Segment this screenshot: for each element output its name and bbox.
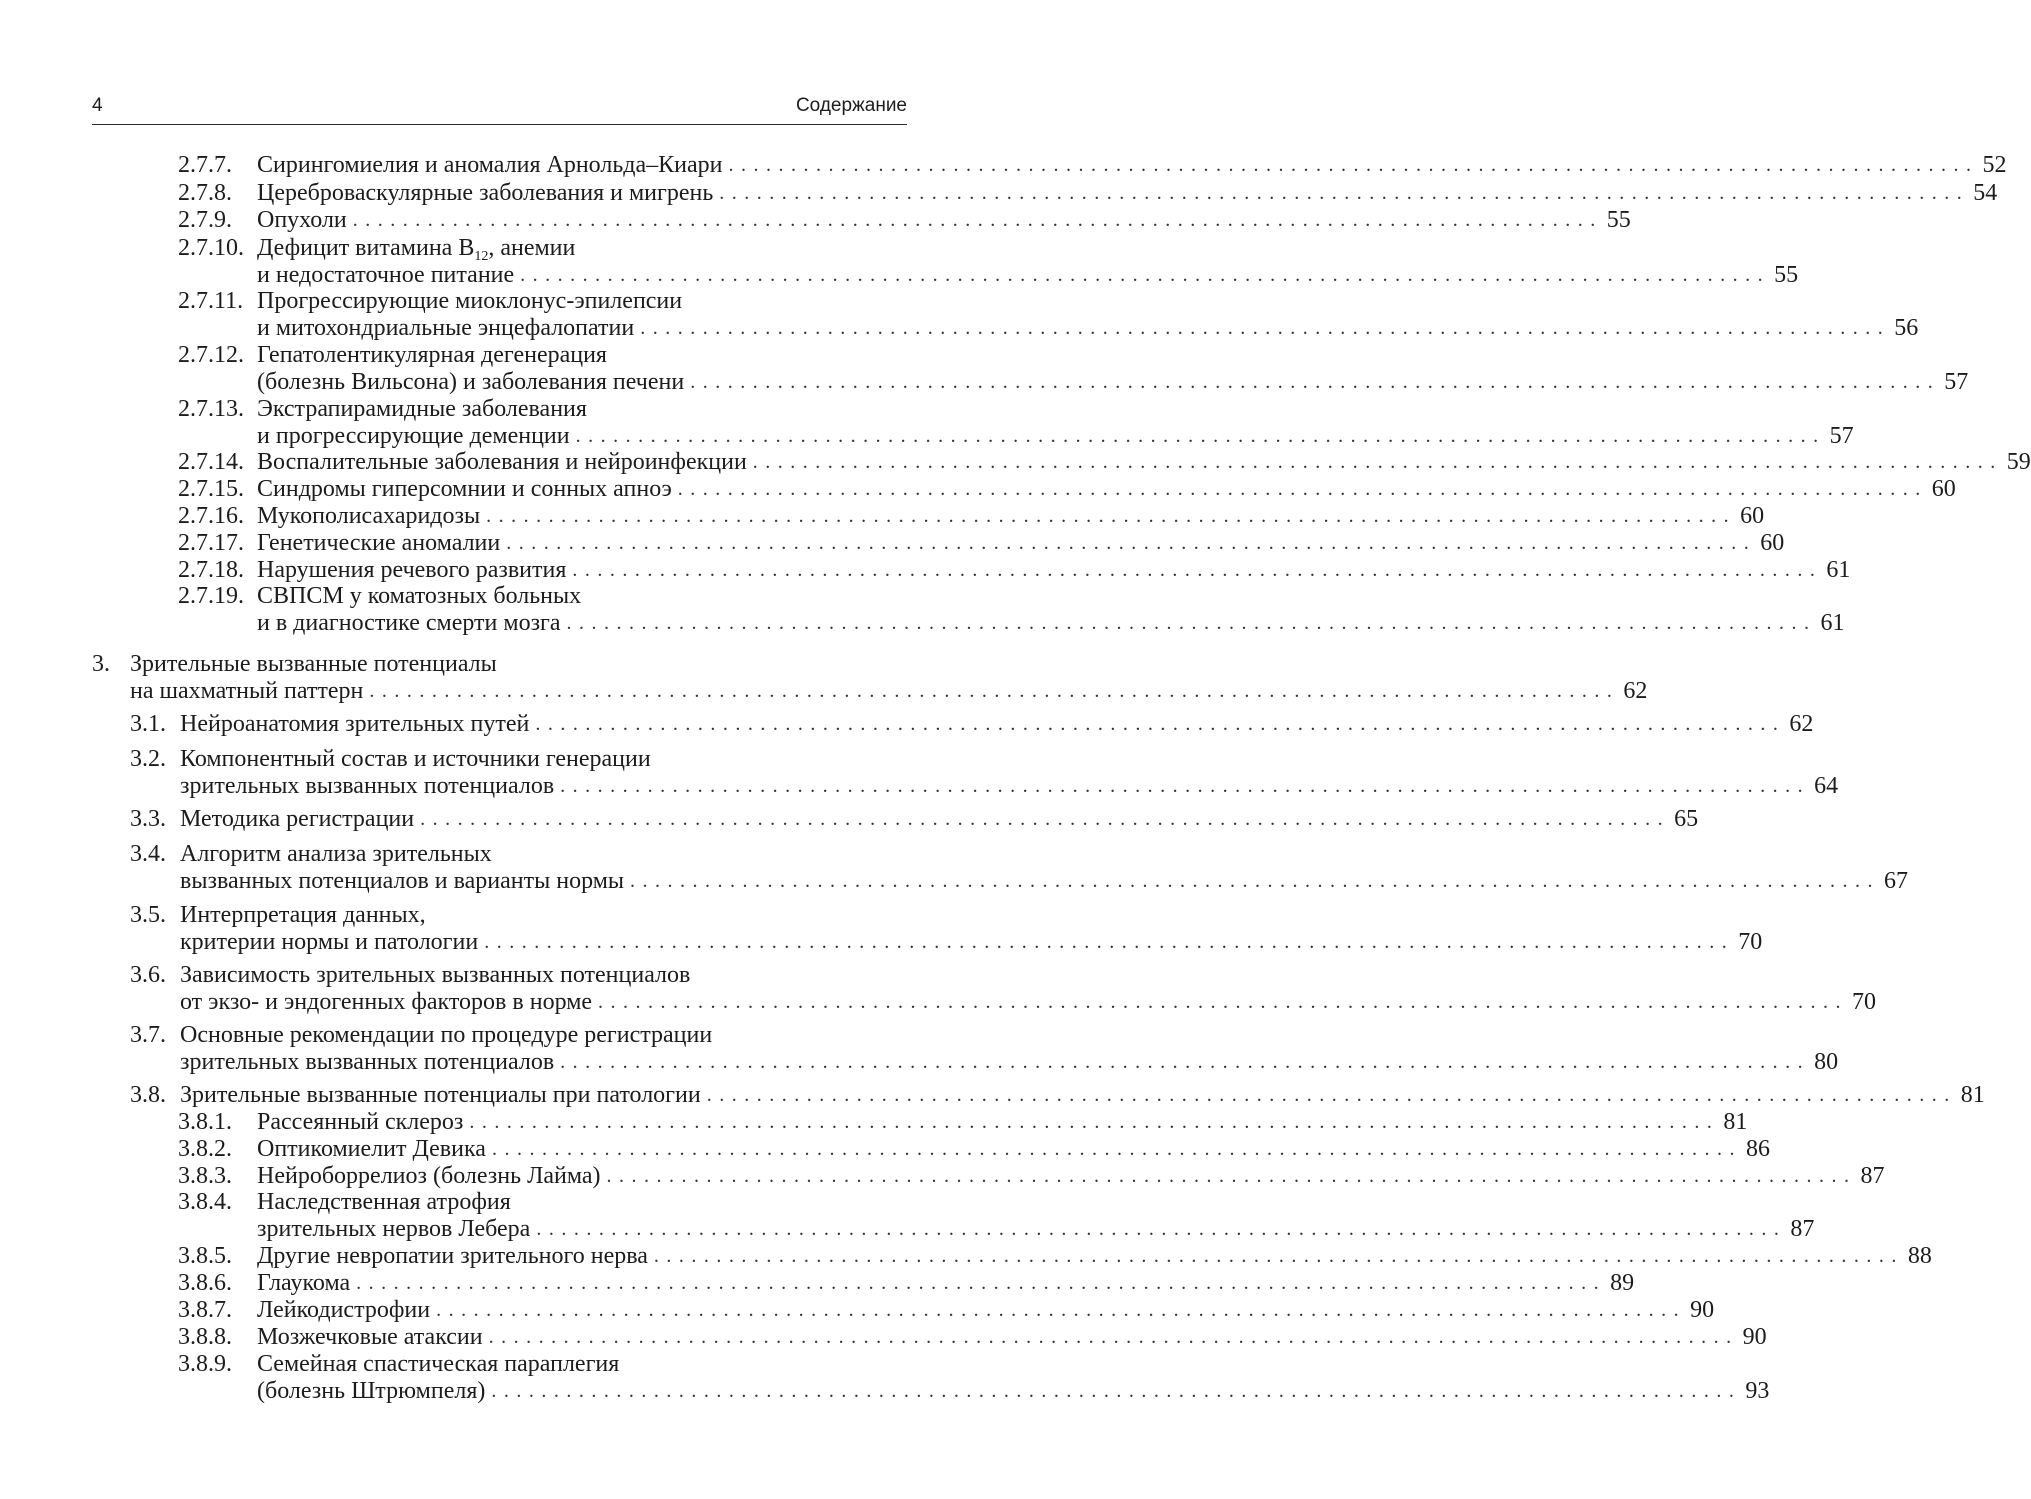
toc-entry[interactable] [178, 1243, 1932, 1270]
toc-entry-page[interactable]: 52 [1982, 152, 2007, 178]
toc-entry-last-line [257, 530, 1785, 557]
dot-leader: .................................................................................................... [484, 931, 1735, 953]
toc-entry-page[interactable]: 60 [1760, 530, 1785, 556]
toc-entry-page[interactable]: 55 [1606, 207, 1631, 233]
toc-entry[interactable] [178, 583, 1845, 637]
dot-leader: .................................................................................................... [436, 1299, 1687, 1321]
dot-leader: .................................................................................................... [653, 1245, 1904, 1267]
toc-entry-last-line [180, 929, 1763, 956]
toc-entry-title-line: Цереброваскулярные заболевания и мигрень [257, 180, 714, 206]
toc-entry-number: 2.7.18. [178, 557, 244, 583]
toc-entry-last-line [257, 610, 1845, 637]
dot-leader: .................................................................................................... [706, 1084, 1957, 1106]
toc-entry[interactable] [178, 152, 2007, 179]
toc-entry-last-line [257, 423, 1854, 450]
toc-entry-number: 3.1. [130, 711, 166, 737]
toc-entry[interactable] [130, 711, 1814, 738]
toc-entry[interactable] [178, 530, 1785, 557]
dot-leader: .................................................................................................... [356, 1272, 1607, 1294]
toc-entry-last-line [180, 1082, 1985, 1109]
toc-entry[interactable] [92, 651, 1648, 705]
dot-leader: .................................................................................................... [469, 1111, 1720, 1133]
toc-entry-number: 3.8.3. [178, 1163, 232, 1189]
dot-leader: .................................................................................................... [488, 1326, 1739, 1348]
toc-entry-page[interactable]: 60 [1740, 503, 1765, 529]
toc-entry-last-line [257, 476, 1956, 503]
toc-entry-page[interactable]: 89 [1610, 1270, 1635, 1296]
toc-entry-last-line [257, 503, 1765, 530]
toc-entry-title-line: Нарушения речевого развития [257, 557, 567, 583]
toc-entry[interactable] [178, 207, 1631, 234]
toc-entry-last-line [257, 449, 2031, 476]
toc-entry-number: 2.7.8. [178, 180, 232, 206]
toc-entry[interactable] [178, 180, 1998, 207]
toc-entry[interactable] [130, 962, 1877, 1016]
toc-entry-title-line: Зрительные вызванные потенциалы [130, 651, 497, 677]
toc-entry-number: 3.3. [130, 806, 166, 832]
toc-entry-title-line: Наследственная атрофия [257, 1189, 511, 1215]
toc-entry-page[interactable]: 57 [1829, 423, 1854, 449]
toc-entry-number: 2.7.16. [178, 503, 244, 529]
dot-leader: .................................................................................................... [677, 478, 1928, 500]
toc-entry-title-text: , анемии [488, 235, 576, 261]
toc-entry-page[interactable]: 87 [1860, 1163, 1885, 1189]
toc-entry-page[interactable]: 90 [1742, 1324, 1767, 1350]
toc-entry-title-line: Глаукома [257, 1270, 351, 1296]
toc-entry-number: 2.7.19. [178, 583, 244, 609]
toc-entry-last-line [257, 1163, 1885, 1190]
dot-leader: .................................................................................................... [536, 1218, 1787, 1240]
toc-entry-page[interactable]: 55 [1774, 262, 1799, 288]
toc-entry[interactable] [130, 902, 1763, 956]
toc-entry-page[interactable]: 90 [1690, 1297, 1715, 1323]
toc-entry[interactable] [178, 476, 1956, 503]
toc-entry-number: 2.7.12. [178, 342, 244, 368]
toc-entry-page[interactable]: 61 [1820, 610, 1845, 636]
toc-entry-title-line: и прогрессирующие деменции [257, 423, 570, 449]
toc-entry-last-line [257, 1270, 1635, 1297]
toc-entry-number: 3.8.4. [178, 1189, 232, 1215]
toc-entry-last-line [257, 1378, 1770, 1405]
toc-entry-number: 2.7.13. [178, 396, 244, 422]
toc-entry-last-line [257, 557, 1851, 584]
dot-leader: .................................................................................................... [352, 209, 1603, 231]
toc-entry-number: 3.7. [130, 1022, 166, 1048]
toc-entry-title-line: на шахматный паттерн [130, 678, 364, 704]
toc-entry-title-line: и в диагностике смерти мозга [257, 610, 561, 636]
toc-entry-number: 2.7.14. [178, 449, 244, 475]
toc-entry-number: 3.6. [130, 962, 166, 988]
dot-leader: .................................................................................................... [491, 1380, 1742, 1402]
toc-entry-page[interactable]: 65 [1674, 806, 1699, 832]
toc-entry[interactable] [178, 1351, 1770, 1405]
toc-entry-page[interactable]: 67 [1884, 868, 1909, 894]
toc-entry-title-line: Основные рекомендации по процедуре регистрации [180, 1022, 713, 1048]
toc-entry-title-line: Семейная спастическая параплегия [257, 1351, 620, 1377]
toc-entry-number: 3.8.6. [178, 1270, 232, 1296]
toc-entry-title-line: зрительных вызванных потенциалов [180, 773, 555, 799]
toc-entry-number: 2.7.11. [178, 288, 244, 314]
dot-leader: .................................................................................................... [752, 451, 2003, 473]
dot-leader: .................................................................................................... [690, 371, 1941, 393]
toc-entry-page[interactable]: 81 [1723, 1109, 1748, 1135]
toc-entry[interactable] [178, 1297, 1715, 1324]
toc-entry-title-line: Другие невропатии зрительного нерва [257, 1243, 648, 1269]
toc-entry-title-line: Интерпретация данных, [180, 902, 426, 928]
toc-entry-title-line: Прогрессирующие миоклонус-эпилепсии [257, 288, 683, 314]
toc-entry-last-line [180, 868, 1909, 895]
toc-entry-page[interactable]: 56 [1894, 315, 1919, 341]
dot-leader: .................................................................................................... [486, 505, 1737, 527]
toc-entry-page[interactable]: 70 [1852, 989, 1877, 1015]
toc-entry-page[interactable]: 93 [1745, 1378, 1770, 1404]
toc-entry-number: 2.7.17. [178, 530, 244, 556]
toc-entry[interactable] [130, 806, 1699, 833]
dot-leader: .................................................................................................... [535, 713, 1786, 735]
toc-entry-title-line: (болезнь Вильсона) и заболевания печени [257, 369, 685, 395]
toc-entry-title-line: Нейроборрелиоз (болезнь Лайма) [257, 1163, 601, 1189]
toc-entry[interactable] [178, 1109, 1748, 1136]
toc-entry[interactable] [130, 841, 1909, 895]
dot-leader: .................................................................................................... [572, 559, 1823, 581]
toc-entry-page[interactable]: 87 [1790, 1216, 1815, 1242]
toc-entry-title-line: критерии нормы и патологии [180, 929, 479, 955]
toc-entry-title-line: (болезнь Штрюмпеля) [257, 1378, 486, 1404]
toc-entry-last-line [257, 1324, 1767, 1351]
dot-leader: .................................................................................................... [560, 1051, 1811, 1073]
toc-entry-last-line [180, 989, 1877, 1016]
dot-leader: .................................................................................................... [575, 425, 1826, 447]
toc-entry-title-line: Мозжечковые атаксии [257, 1324, 483, 1350]
toc-entry-last-line [257, 315, 1919, 342]
toc-entry-title-line: Экстрапирамидные заболевания [257, 396, 587, 422]
toc-entry-title-line: СВПСМ у коматозных больных [257, 583, 582, 609]
toc-entry-title-line: зрительных нервов Лебера [257, 1216, 531, 1242]
toc-entry[interactable] [130, 1082, 1985, 1109]
dot-leader: .................................................................................................... [369, 680, 1620, 702]
toc-entry-number: 3.8.9. [178, 1351, 232, 1377]
dot-leader: .................................................................................................... [506, 532, 1757, 554]
toc-entry-page[interactable]: 62 [1623, 678, 1648, 704]
toc-entry-last-line [257, 180, 1998, 207]
toc-entry-last-line [257, 1136, 1770, 1163]
toc-entry-number: 3.8.8. [178, 1324, 232, 1350]
toc-entry-title-line: Опухоли [257, 207, 347, 233]
toc-entry-last-line [257, 262, 1799, 289]
toc-entry-page[interactable]: 70 [1738, 929, 1763, 955]
running-title: Содержание [795, 95, 907, 116]
toc-entry-page[interactable]: 59 [2006, 449, 2031, 475]
toc-entry-title-line: от экзо- и эндогенных факторов в норме [180, 989, 593, 1015]
toc-entry-title-line: Зрительные вызванные потенциалы при патологии [180, 1082, 701, 1108]
toc-entry-title-line: Воспалительные заболевания и нейроинфекции [257, 449, 747, 475]
toc-entry-last-line [257, 1109, 1748, 1136]
dot-leader: .................................................................................................... [630, 870, 1881, 892]
toc-entry-title-line: Методика регистрации [180, 806, 415, 832]
toc-entry[interactable] [178, 1163, 1885, 1190]
toc-entry-title-line: Алгоритм анализа зрительных [180, 841, 492, 867]
toc-entry-page[interactable]: 81 [1960, 1082, 1985, 1108]
toc-entry-page[interactable]: 61 [1826, 557, 1851, 583]
page-number: 4 [92, 95, 103, 116]
toc-entry[interactable] [178, 235, 1799, 289]
toc-entry-page[interactable]: 54 [1973, 180, 1998, 206]
toc-entry-last-line [180, 773, 1839, 800]
dot-leader: .................................................................................................... [606, 1165, 1857, 1187]
toc-entry[interactable] [178, 1270, 1635, 1297]
toc-entry-title-line: Лейкодистрофии [257, 1297, 431, 1323]
toc-entry-page[interactable]: 57 [1944, 369, 1969, 395]
toc-entry-number: 2.7.7. [178, 152, 232, 178]
toc-entry-page[interactable]: 88 [1907, 1243, 1932, 1269]
toc-entry[interactable] [178, 396, 1854, 450]
toc-entry-last-line [180, 711, 1814, 738]
toc-entry-last-line [180, 1049, 1839, 1076]
toc-entry-page[interactable]: 64 [1814, 773, 1839, 799]
toc-entry-title-line: зрительных вызванных потенциалов [180, 1049, 555, 1075]
toc-entry-last-line [257, 1243, 1932, 1270]
toc-entry-last-line [180, 806, 1699, 833]
toc-entry-title-line: Компонентный состав и источники генерации [180, 746, 651, 772]
toc-entry[interactable] [178, 449, 2031, 476]
running-header [92, 88, 907, 125]
dot-leader: .................................................................................................... [566, 612, 1817, 634]
toc-entry-last-line [257, 1297, 1715, 1324]
toc-entry-title-line: и недостаточное питание [257, 262, 515, 288]
toc-entry-number: 3.4. [130, 841, 166, 867]
dot-leader: .................................................................................................... [491, 1138, 1742, 1160]
dot-leader: .................................................................................................... [520, 264, 1771, 286]
toc-entry[interactable] [178, 557, 1851, 584]
toc-entry-title-line: Гепатолентикулярная дегенерация [257, 342, 607, 368]
toc-entry-title-line: Рассеянный склероз [257, 1109, 464, 1135]
toc-entry-number: 3.8. [130, 1082, 166, 1108]
toc-entry-number: 3.8.1. [178, 1109, 232, 1135]
toc-entry[interactable] [130, 746, 1839, 800]
toc-entry-page[interactable]: 60 [1931, 476, 1956, 502]
toc-entry-last-line [257, 207, 1631, 234]
toc-entry-page[interactable]: 62 [1789, 711, 1814, 737]
toc-entry[interactable] [178, 1136, 1770, 1163]
toc-entry-title-line: Нейроанатомия зрительных путей [180, 711, 530, 737]
toc-entry[interactable] [130, 1022, 1839, 1076]
toc-entry-number: 3.5. [130, 902, 166, 928]
toc-entry-last-line [257, 369, 1969, 396]
toc-entry-page[interactable]: 80 [1814, 1049, 1839, 1075]
toc-entry-last-line [130, 678, 1648, 705]
toc-entry-title-text: Дефицит витамина B [257, 235, 475, 261]
dot-leader: .................................................................................................... [598, 991, 1849, 1013]
toc-entry-title-line [257, 235, 575, 262]
toc-entry[interactable] [178, 1324, 1767, 1351]
toc-entry-title-line: и митохондриальные энцефалопатии [257, 315, 635, 341]
toc-entry-number: 3.8.7. [178, 1297, 232, 1323]
dot-leader: .................................................................................................... [560, 775, 1811, 797]
toc-entry-number: 3.2. [130, 746, 166, 772]
toc-entry-number: 2.7.9. [178, 207, 232, 233]
toc-entry[interactable] [178, 342, 1969, 396]
toc-entry-title-line: вызванных потенциалов и варианты нормы [180, 868, 625, 894]
toc-entry-number: 3. [92, 651, 110, 677]
dot-leader: .................................................................................................... [719, 182, 1970, 204]
toc-entry-title-line: Генетические аномалии [257, 530, 501, 556]
subscript: 12 [474, 249, 489, 264]
toc-entry[interactable] [178, 288, 1919, 342]
toc-entry-last-line [257, 152, 2007, 179]
toc-entry[interactable] [178, 503, 1765, 530]
toc-entry-number: 2.7.15. [178, 476, 244, 502]
toc-entry-page[interactable]: 86 [1745, 1136, 1770, 1162]
dot-leader: .................................................................................................... [420, 808, 1671, 830]
toc-entry-title-line: Мукополисахаридозы [257, 503, 481, 529]
toc-entry-title-line: Синдромы гиперсомнии и сонных апноэ [257, 476, 672, 502]
toc-entry-title-line: Оптикомиелит Девика [257, 1136, 486, 1162]
dot-leader: .................................................................................................... [728, 154, 1979, 176]
toc-entry[interactable] [178, 1189, 1815, 1243]
toc-entry-number: 3.8.5. [178, 1243, 232, 1269]
toc-entry-last-line [257, 1216, 1815, 1243]
toc-entry-number: 3.8.2. [178, 1136, 232, 1162]
toc-entry-title-line: Зависимость зрительных вызванных потенциалов [180, 962, 691, 988]
toc-entry-number: 2.7.10. [178, 235, 244, 261]
dot-leader: .................................................................................................... [640, 317, 1891, 339]
toc-entry-title-line: Сирингомиелия и аномалия Арнольда–Киари [257, 152, 723, 178]
